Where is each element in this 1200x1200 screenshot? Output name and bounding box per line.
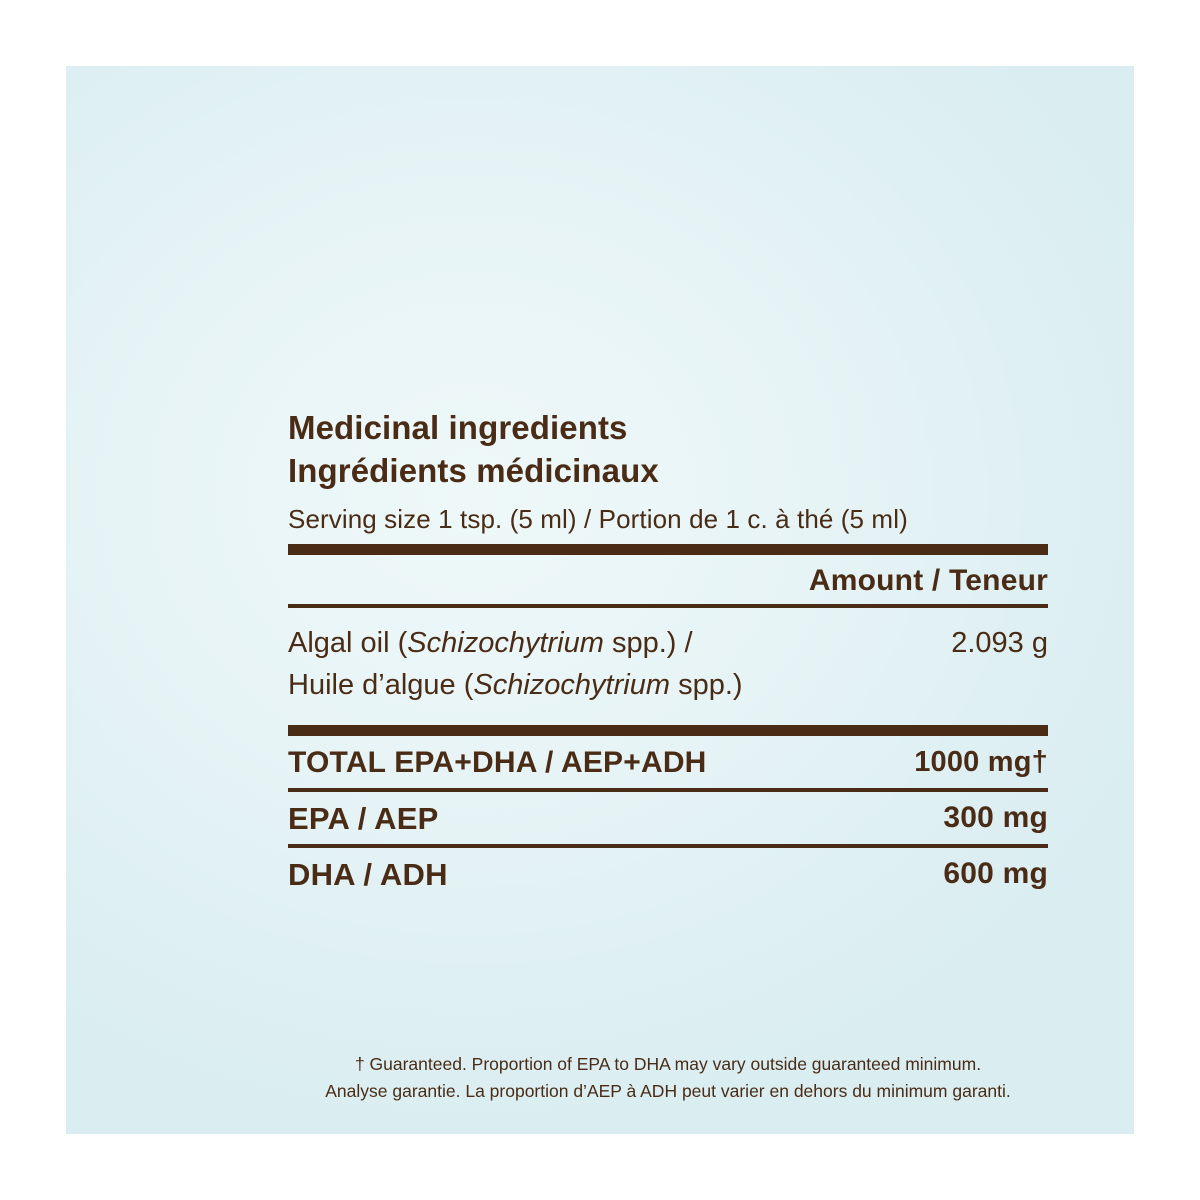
nutrition-table	[288, 406, 1048, 900]
page-title-fr: Ingrédients médicinaux	[288, 452, 659, 489]
ingredient-name-line-fr	[288, 664, 743, 706]
dha-amount: 600 mg	[943, 857, 1048, 890]
table-row	[288, 736, 1048, 788]
label-panel	[66, 66, 1134, 1134]
ingredient-genus-fr: Schizochytrium	[473, 669, 671, 701]
amount-column-header	[288, 555, 1048, 604]
divider-top	[288, 544, 1048, 555]
footnote-fr: Analyse garantie. La proportion d’AEP à ADH peut varier en dehors du minimum garanti.	[325, 1081, 1011, 1101]
amount-header-label: Amount / Teneur	[808, 564, 1048, 597]
total-epa-dha-label: TOTAL EPA+DHA / AEP+ADH	[288, 746, 707, 779]
serving-size-text: Serving size 1 tsp. (5 ml) / Portion de 1 c. à thé (5 ml)	[288, 504, 908, 534]
total-epa-dha-amount: 1000 mg†	[914, 746, 1048, 778]
dha-label: DHA / ADH	[288, 857, 448, 892]
page-title-en: Medicinal ingredients	[288, 409, 628, 446]
ingredient-name-fr-post: spp.)	[670, 669, 743, 701]
ingredient-name	[288, 622, 743, 706]
epa-label: EPA / AEP	[288, 801, 439, 836]
ingredient-genus-en: Schizochytrium	[407, 627, 604, 659]
table-row	[288, 848, 1048, 900]
ingredient-name-line-en	[288, 622, 743, 664]
ingredient-name-en-pre: Algal oil (	[288, 627, 408, 659]
divider-mid	[288, 725, 1048, 736]
footnote-en: † Guaranteed. Proportion of EPA to DHA may vary outside guaranteed minimum.	[354, 1054, 982, 1074]
table-row	[288, 608, 1048, 718]
ingredient-amount: 2.093 g	[951, 627, 1048, 659]
footnotes	[288, 1051, 1048, 1105]
table-row	[288, 792, 1048, 844]
ingredient-name-fr-pre: Huile d’algue (	[288, 669, 474, 701]
epa-amount: 300 mg	[943, 801, 1048, 834]
ingredient-name-en-post: spp.) /	[603, 627, 693, 659]
